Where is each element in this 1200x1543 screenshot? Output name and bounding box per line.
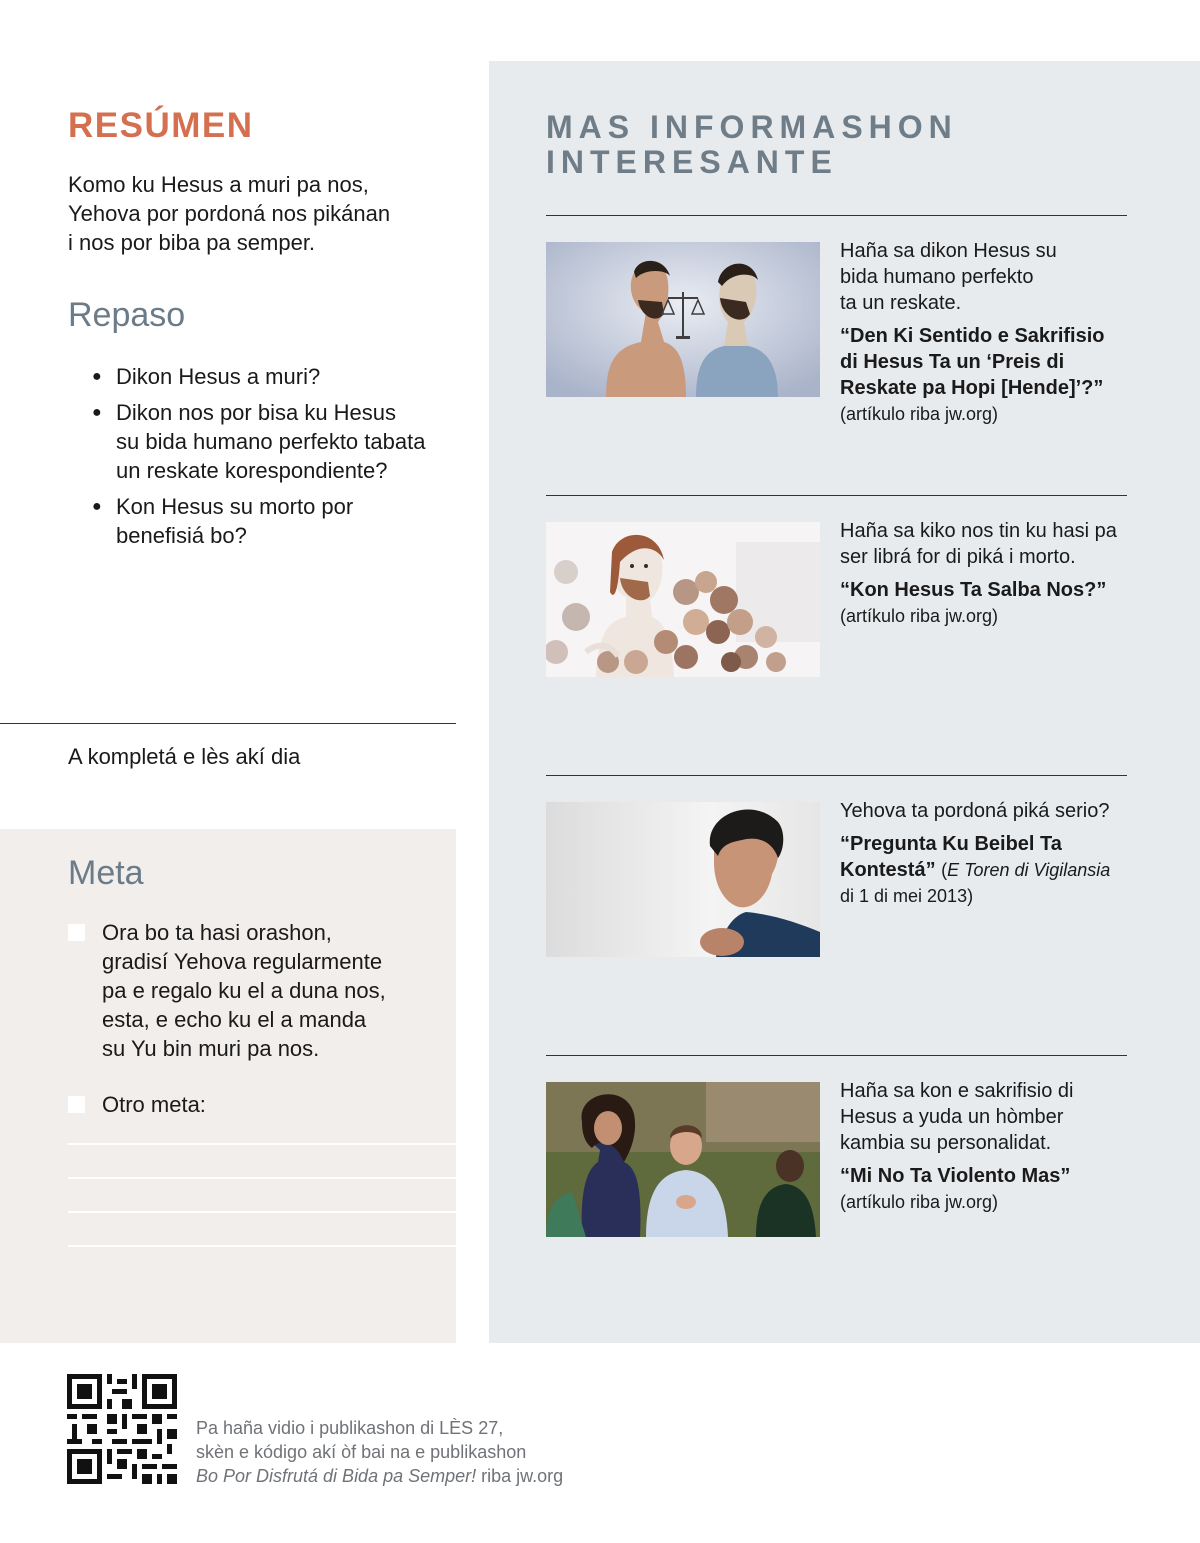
goal-item[interactable] xyxy=(68,918,448,1063)
summary-line: i nos por biba pa semper. xyxy=(68,230,316,255)
goal-text: Otro meta: xyxy=(102,1092,206,1117)
review-questions xyxy=(92,362,452,557)
more-info-item[interactable] xyxy=(840,1078,1140,1215)
bullet-icon: ● xyxy=(92,498,102,515)
title-part: Kontestá” xyxy=(840,859,936,881)
item-description xyxy=(840,1078,1140,1156)
thumbnail-man-praying[interactable] xyxy=(546,802,820,957)
desc-line: Yehova ta pordoná piká serio? xyxy=(840,800,1110,822)
divider xyxy=(546,1055,1127,1056)
more-info-item[interactable] xyxy=(840,518,1140,629)
question-line: un reskate korespondiente? xyxy=(116,458,388,483)
more-info-item[interactable] xyxy=(840,798,1140,909)
qr-code-icon[interactable] xyxy=(67,1374,177,1484)
title-line: “Kon Hesus Ta Salba Nos?” xyxy=(840,579,1107,601)
title-line: “Mi No Ta Violento Mas” xyxy=(840,1165,1071,1187)
title-line: “Pregunta Ku Beibel Ta xyxy=(840,833,1062,855)
question-line: benefisiá bo? xyxy=(116,523,247,548)
thumbnail-two-men-scale[interactable] xyxy=(546,242,820,397)
thumbnail-man-with-friends[interactable] xyxy=(546,1082,820,1237)
write-lines[interactable] xyxy=(68,1143,456,1279)
question-line: Dikon nos por bisa ku Hesus xyxy=(116,400,397,425)
bullet-icon: ● xyxy=(92,368,102,385)
footer-note xyxy=(196,1416,563,1488)
summary-line: Yehova por pordoná nos pikánan xyxy=(68,201,391,226)
source-paren: ( xyxy=(941,860,948,880)
title-line: di Hesus Ta un ‘Preis di xyxy=(840,351,1065,373)
review-question xyxy=(92,362,452,391)
item-description xyxy=(840,238,1140,316)
goal-line: gradisí Yehova regularmente xyxy=(102,949,383,974)
title-line: MAS INFORMASHON xyxy=(546,109,958,145)
footer-line: skèn e kódigo akí òf bai na e publikashon xyxy=(196,1442,527,1462)
publication-title: Bo Por Disfrutá di Bida pa Semper! xyxy=(196,1466,477,1486)
checkbox-icon[interactable] xyxy=(68,924,85,941)
question-line: Dikon Hesus a muri? xyxy=(116,364,321,389)
more-info-item[interactable] xyxy=(840,238,1140,427)
write-line[interactable] xyxy=(68,1211,456,1245)
divider xyxy=(546,775,1127,776)
item-description xyxy=(840,798,1140,824)
title-line: Reskate pa Hopi [Hende]’?” xyxy=(840,377,1104,399)
review-question xyxy=(92,492,452,550)
footer-line: Pa haña vidio i publikashon di LÈS 27, xyxy=(196,1418,504,1438)
item-source: (artíkulo riba jw.org) xyxy=(840,606,999,626)
question-line: su bida humano perfekto tabata xyxy=(116,429,426,454)
completed-date-label[interactable]: A kompletá e lès akí dia xyxy=(68,744,301,769)
summary-line: Komo ku Hesus a muri pa nos, xyxy=(68,172,369,197)
desc-line: ta un reskate. xyxy=(840,292,962,314)
item-source xyxy=(941,860,1110,880)
summary-text xyxy=(68,170,458,257)
review-title: Repaso xyxy=(68,296,186,334)
item-source: (artíkulo riba jw.org) xyxy=(840,1192,999,1212)
divider xyxy=(0,723,456,724)
title-line: INTERESANTE xyxy=(546,144,838,180)
title-line: “Den Ki Sentido e Sakrifisio xyxy=(840,325,1105,347)
write-line[interactable] xyxy=(68,1143,456,1177)
goal-text xyxy=(102,918,448,1063)
divider xyxy=(546,215,1127,216)
item-title-link[interactable] xyxy=(840,831,1140,883)
divider xyxy=(546,495,1127,496)
thumbnail-jesus-crowd[interactable] xyxy=(546,522,820,677)
desc-line: bida humano perfekto xyxy=(840,266,1034,288)
summary-title: RESÚMEN xyxy=(68,106,254,145)
source-publication: E Toren di Vigilansia xyxy=(947,860,1111,880)
item-source-date: di 1 di mei 2013) xyxy=(840,886,974,906)
footer-link-text[interactable]: riba jw.org xyxy=(476,1466,564,1486)
desc-line: Haña sa kon e sakrifisio di xyxy=(840,1080,1074,1102)
review-question xyxy=(92,398,452,485)
item-title-link[interactable] xyxy=(840,323,1140,401)
desc-line: Haña sa dikon Hesus su xyxy=(840,240,1057,262)
more-info-title xyxy=(546,110,958,180)
checkbox-icon[interactable] xyxy=(68,1096,85,1113)
item-title-link[interactable] xyxy=(840,1163,1140,1189)
footer-line xyxy=(196,1464,563,1488)
write-line[interactable] xyxy=(68,1245,456,1279)
desc-line: Hesus a yuda un hòmber xyxy=(840,1106,1064,1128)
title-line xyxy=(840,857,1140,883)
desc-line: ser librá for di piká i morto. xyxy=(840,546,1076,568)
goals-title: Meta xyxy=(68,854,144,892)
goal-line: Ora bo ta hasi orashon, xyxy=(102,920,332,945)
goal-line: pa e regalo ku el a duna nos, xyxy=(102,978,386,1003)
goal-item[interactable] xyxy=(68,1090,448,1119)
goal-line: su Yu bin muri pa nos. xyxy=(102,1036,320,1061)
desc-line: kambia su personalidat. xyxy=(840,1132,1052,1154)
write-line[interactable] xyxy=(68,1177,456,1211)
bullet-icon: ● xyxy=(92,404,102,421)
item-description xyxy=(840,518,1140,570)
item-title-link[interactable] xyxy=(840,577,1140,603)
question-line: Kon Hesus su morto por xyxy=(116,494,354,519)
desc-line: Haña sa kiko nos tin ku hasi pa xyxy=(840,520,1117,542)
goal-line: esta, e echo ku el a manda xyxy=(102,1007,367,1032)
item-source: (artíkulo riba jw.org) xyxy=(840,404,999,424)
